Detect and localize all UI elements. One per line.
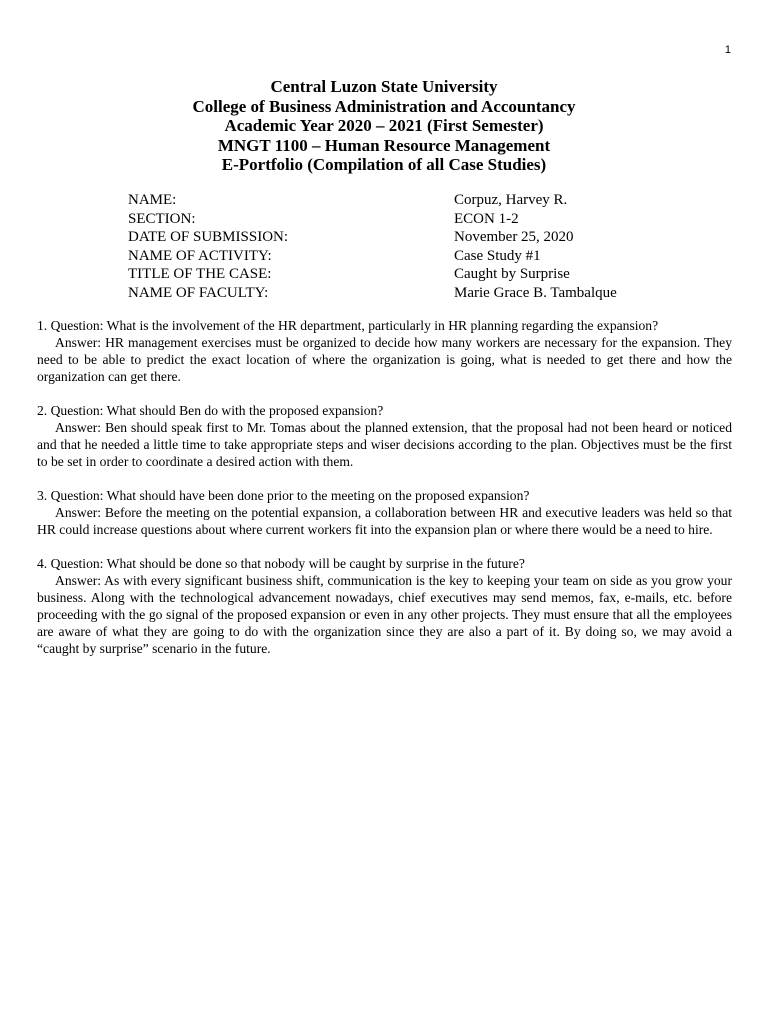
answer-text: Answer: Ben should speak first to Mr. Tomas about the planned extension, that the proposal had not been heard or noticed and that he needed a little time to take appropriate steps and wiser decisions according to the plan. Objectives must be the first to be set in order to coordinate a desired action with them.	[37, 420, 732, 469]
info-label: DATE OF SUBMISSION:	[128, 229, 289, 245]
question-text: 4. Question: What should be done so that nobody will be caught by surprise in the future?	[37, 556, 525, 571]
info-label: SECTION:	[128, 210, 196, 227]
academic-year: Academic Year 2020 – 2021 (First Semester)	[224, 116, 544, 135]
college-name: College of Business Administration and Accountancy	[192, 96, 576, 116]
document-header	[0, 77, 768, 175]
info-label: NAME OF ACTIVITY:	[128, 247, 272, 264]
info-value: Corpuz, Harvey R.	[454, 192, 568, 208]
info-value: Marie Grace B. Tambalque	[454, 284, 617, 301]
answer-text: Answer: As with every significant business shift, communication is the key to keeping your team on side as you grow your business. Along with the technological advancement nowadays, chief executives may send memos, fax, e-mails, etc. before proceeding with the go signal of the proposed expansion or even in any other projects. They must ensure that all the employees are aware of what they are going to do with the organization since they are also a part of it. By doing so, we may avoid a “caught by surprise” scenario in the future.	[37, 573, 732, 656]
course-title: MNGT 1100 – Human Resource Management	[217, 135, 551, 155]
question-text: 1. Question: What is the involvement of the HR department, particularly in HR planning regarding the expansion?	[37, 318, 659, 333]
page-number: 1	[724, 44, 731, 56]
info-label: TITLE OF THE CASE:	[128, 266, 272, 282]
qa-item-3	[37, 487, 732, 538]
university-name: Central Luzon State University	[270, 77, 498, 96]
qa-item-1	[37, 317, 732, 385]
info-value: Caught by Surprise	[454, 266, 570, 282]
portfolio-title: E-Portfolio (Compilation of all Case Studies)	[221, 155, 547, 174]
question-text: 2. Question: What should Ben do with the proposed expansion?	[37, 403, 384, 418]
info-label: NAME:	[128, 192, 177, 208]
info-label: NAME OF FACULTY:	[128, 284, 269, 301]
info-value: November 25, 2020	[454, 229, 574, 245]
answer-text: Answer: Before the meeting on the potential expansion, a collaboration between HR and executive leaders was held so that HR could increase questions about where current workers fit into the expansion plan or where there would be a need to hire.	[37, 505, 732, 537]
qa-item-4	[37, 555, 732, 657]
qa-item-2	[37, 402, 732, 470]
info-value: ECON 1-2	[454, 210, 519, 227]
question-answer-section	[37, 317, 732, 674]
answer-text: Answer: HR management exercises must be organized to decide how many workers are necessary for the expansion. They need to be able to predict the exact location of where the organization is going, what is needed to get there and how the organization can get there.	[37, 335, 732, 384]
info-value: Case Study #1	[454, 247, 541, 264]
question-text: 3. Question: What should have been done prior to the meeting on the proposed expansion?	[37, 488, 530, 503]
